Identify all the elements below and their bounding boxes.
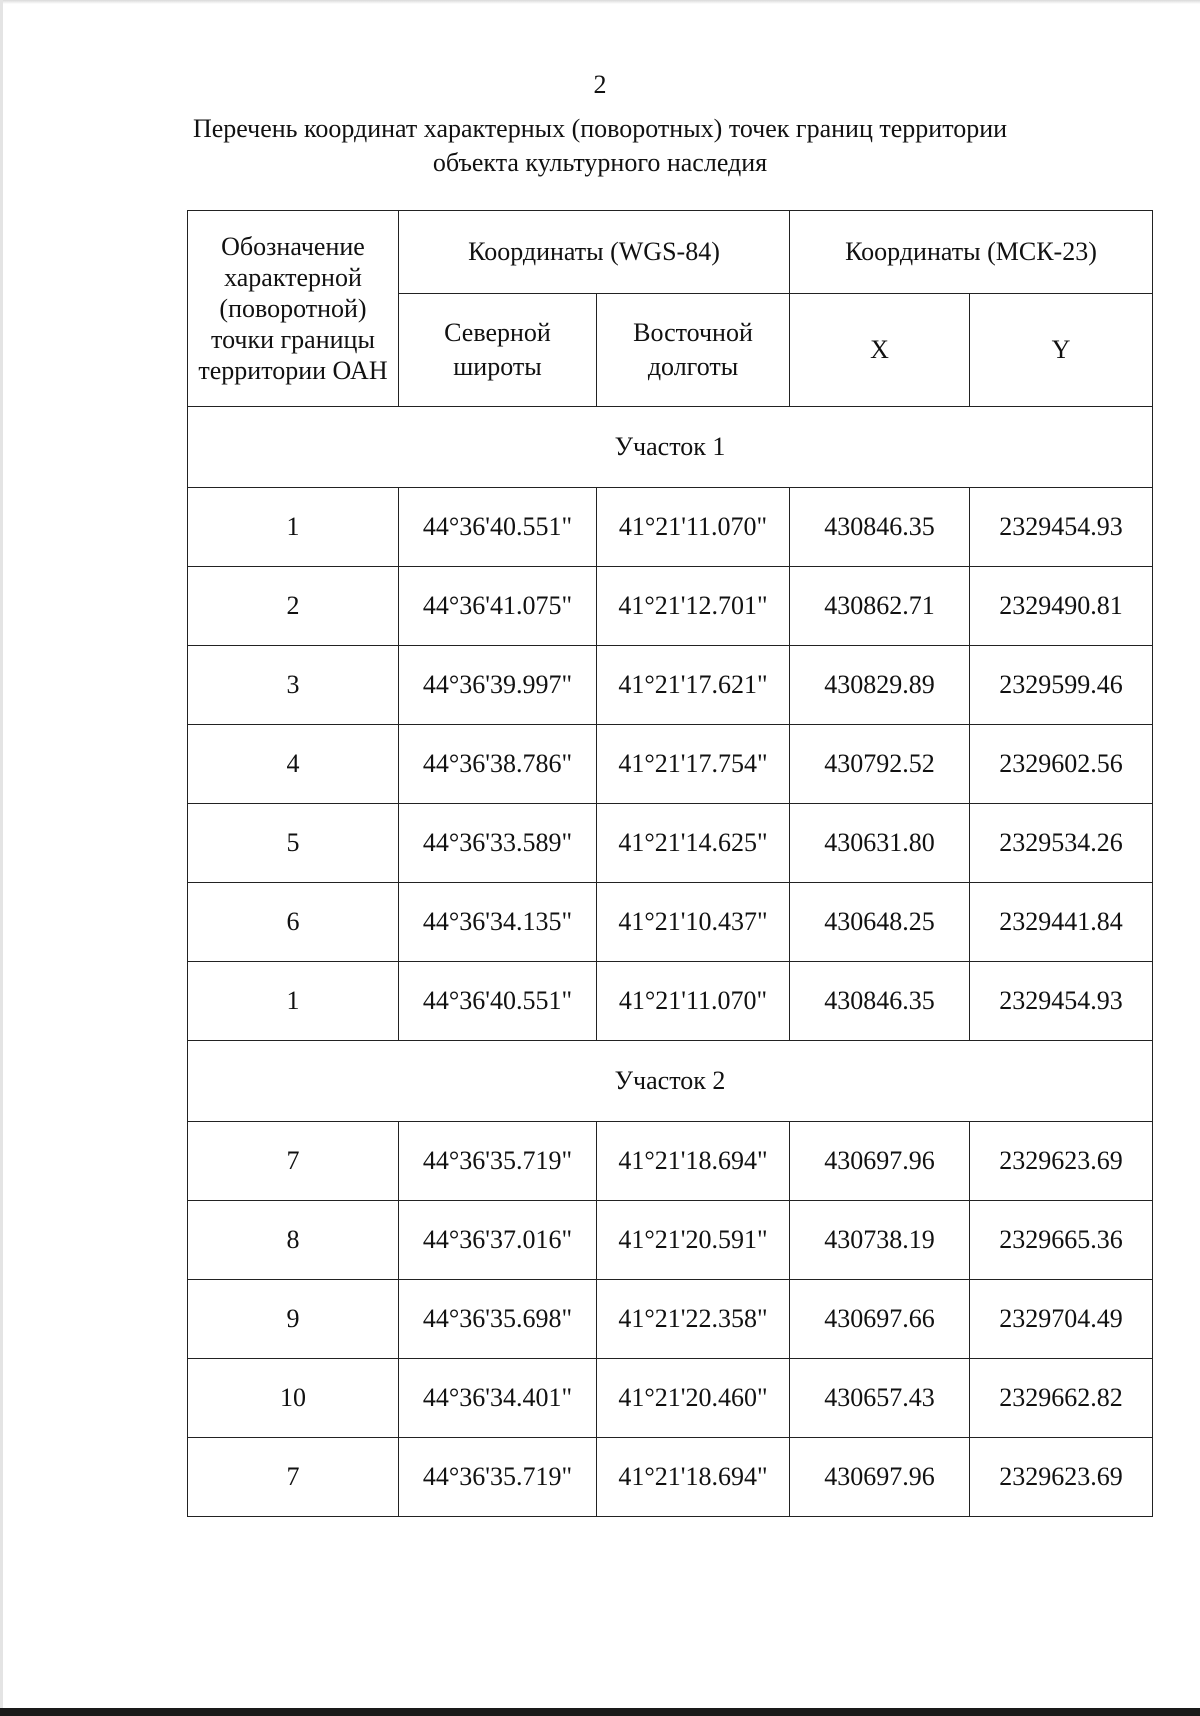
cell-lon: 41°21'20.591" xyxy=(597,1201,790,1280)
cell-lon: 41°21'11.070" xyxy=(597,488,790,567)
cell-point: 7 xyxy=(188,1438,399,1517)
cell-x: 430657.43 xyxy=(790,1359,970,1438)
cell-lon: 41°21'17.621" xyxy=(597,646,790,725)
cell-point: 5 xyxy=(188,804,399,883)
cell-lon: 41°21'22.358" xyxy=(597,1280,790,1359)
document-title xyxy=(150,112,1050,180)
cell-point: 4 xyxy=(188,725,399,804)
cell-lat: 44°36'40.551" xyxy=(399,962,597,1041)
table-row xyxy=(188,646,1153,725)
cell-lon: 41°21'10.437" xyxy=(597,883,790,962)
scan-edge-bottom xyxy=(0,1708,1200,1716)
cell-y: 2329623.69 xyxy=(970,1438,1153,1517)
cell-lat: 44°36'34.401" xyxy=(399,1359,597,1438)
table-row xyxy=(188,1122,1153,1201)
document-title-line-2: объекта культурного наследия xyxy=(432,148,768,177)
cell-point: 7 xyxy=(188,1122,399,1201)
section-title: Участок 2 xyxy=(188,1041,1153,1122)
header-y: Y xyxy=(970,294,1153,407)
table-row xyxy=(188,1359,1153,1438)
cell-y: 2329454.93 xyxy=(970,962,1153,1041)
table-header xyxy=(188,211,1153,407)
cell-lat: 44°36'35.698" xyxy=(399,1280,597,1359)
table-row xyxy=(188,725,1153,804)
cell-point: 6 xyxy=(188,883,399,962)
cell-lat: 44°36'40.551" xyxy=(399,488,597,567)
cell-point: 2 xyxy=(188,567,399,646)
cell-y: 2329490.81 xyxy=(970,567,1153,646)
cell-lon: 41°21'14.625" xyxy=(597,804,790,883)
cell-x: 430697.66 xyxy=(790,1280,970,1359)
table-row xyxy=(188,1280,1153,1359)
cell-lat: 44°36'37.016" xyxy=(399,1201,597,1280)
cell-lon: 41°21'18.694" xyxy=(597,1122,790,1201)
cell-lat: 44°36'35.719" xyxy=(399,1438,597,1517)
cell-point: 10 xyxy=(188,1359,399,1438)
cell-y: 2329454.93 xyxy=(970,488,1153,567)
cell-lat: 44°36'34.135" xyxy=(399,883,597,962)
section-row xyxy=(188,407,1153,488)
cell-lat: 44°36'39.997" xyxy=(399,646,597,725)
header-latitude: Северной широты xyxy=(399,294,597,407)
table-row xyxy=(188,962,1153,1041)
cell-point: 9 xyxy=(188,1280,399,1359)
header-longitude: Восточной долготы xyxy=(597,294,790,407)
cell-point: 1 xyxy=(188,962,399,1041)
cell-y: 2329602.56 xyxy=(970,725,1153,804)
header-msk23: Координаты (МСК-23) xyxy=(790,211,1153,294)
cell-y: 2329662.82 xyxy=(970,1359,1153,1438)
cell-lon: 41°21'18.694" xyxy=(597,1438,790,1517)
table-row xyxy=(188,1438,1153,1517)
section-row xyxy=(188,1041,1153,1122)
cell-x: 430792.52 xyxy=(790,725,970,804)
cell-x: 430738.19 xyxy=(790,1201,970,1280)
cell-y: 2329623.69 xyxy=(970,1122,1153,1201)
cell-x: 430862.71 xyxy=(790,567,970,646)
cell-point: 8 xyxy=(188,1201,399,1280)
cell-y: 2329534.26 xyxy=(970,804,1153,883)
cell-y: 2329704.49 xyxy=(970,1280,1153,1359)
header-x: X xyxy=(790,294,970,407)
table-row xyxy=(188,804,1153,883)
table-row xyxy=(188,1201,1153,1280)
cell-x: 430631.80 xyxy=(790,804,970,883)
cell-point: 3 xyxy=(188,646,399,725)
header-wgs84: Координаты (WGS-84) xyxy=(399,211,790,294)
scan-edge-top xyxy=(0,0,1200,4)
cell-x: 430846.35 xyxy=(790,488,970,567)
table-row xyxy=(188,488,1153,567)
cell-y: 2329665.36 xyxy=(970,1201,1153,1280)
coordinates-table xyxy=(187,210,1153,1517)
scan-edge-left xyxy=(0,0,3,1716)
cell-x: 430846.35 xyxy=(790,962,970,1041)
header-point-designation: Обозначение характерной (поворотной) точки границы территории ОАН xyxy=(188,211,399,407)
document-title-line-1: Перечень координат характерных (поворотных) точек границ территории xyxy=(192,114,1008,143)
cell-lat: 44°36'38.786" xyxy=(399,725,597,804)
table-row xyxy=(188,567,1153,646)
table-body xyxy=(188,407,1153,1517)
cell-x: 430829.89 xyxy=(790,646,970,725)
table-row xyxy=(188,883,1153,962)
page-number: 2 xyxy=(593,70,607,99)
cell-lat: 44°36'35.719" xyxy=(399,1122,597,1201)
cell-lon: 41°21'20.460" xyxy=(597,1359,790,1438)
cell-lon: 41°21'17.754" xyxy=(597,725,790,804)
cell-lat: 44°36'33.589" xyxy=(399,804,597,883)
cell-point: 1 xyxy=(188,488,399,567)
cell-x: 430648.25 xyxy=(790,883,970,962)
cell-y: 2329599.46 xyxy=(970,646,1153,725)
cell-y: 2329441.84 xyxy=(970,883,1153,962)
cell-lat: 44°36'41.075" xyxy=(399,567,597,646)
cell-x: 430697.96 xyxy=(790,1122,970,1201)
cell-lon: 41°21'12.701" xyxy=(597,567,790,646)
cell-lon: 41°21'11.070" xyxy=(597,962,790,1041)
cell-x: 430697.96 xyxy=(790,1438,970,1517)
section-title: Участок 1 xyxy=(188,407,1153,488)
header-row-1 xyxy=(188,211,1153,294)
